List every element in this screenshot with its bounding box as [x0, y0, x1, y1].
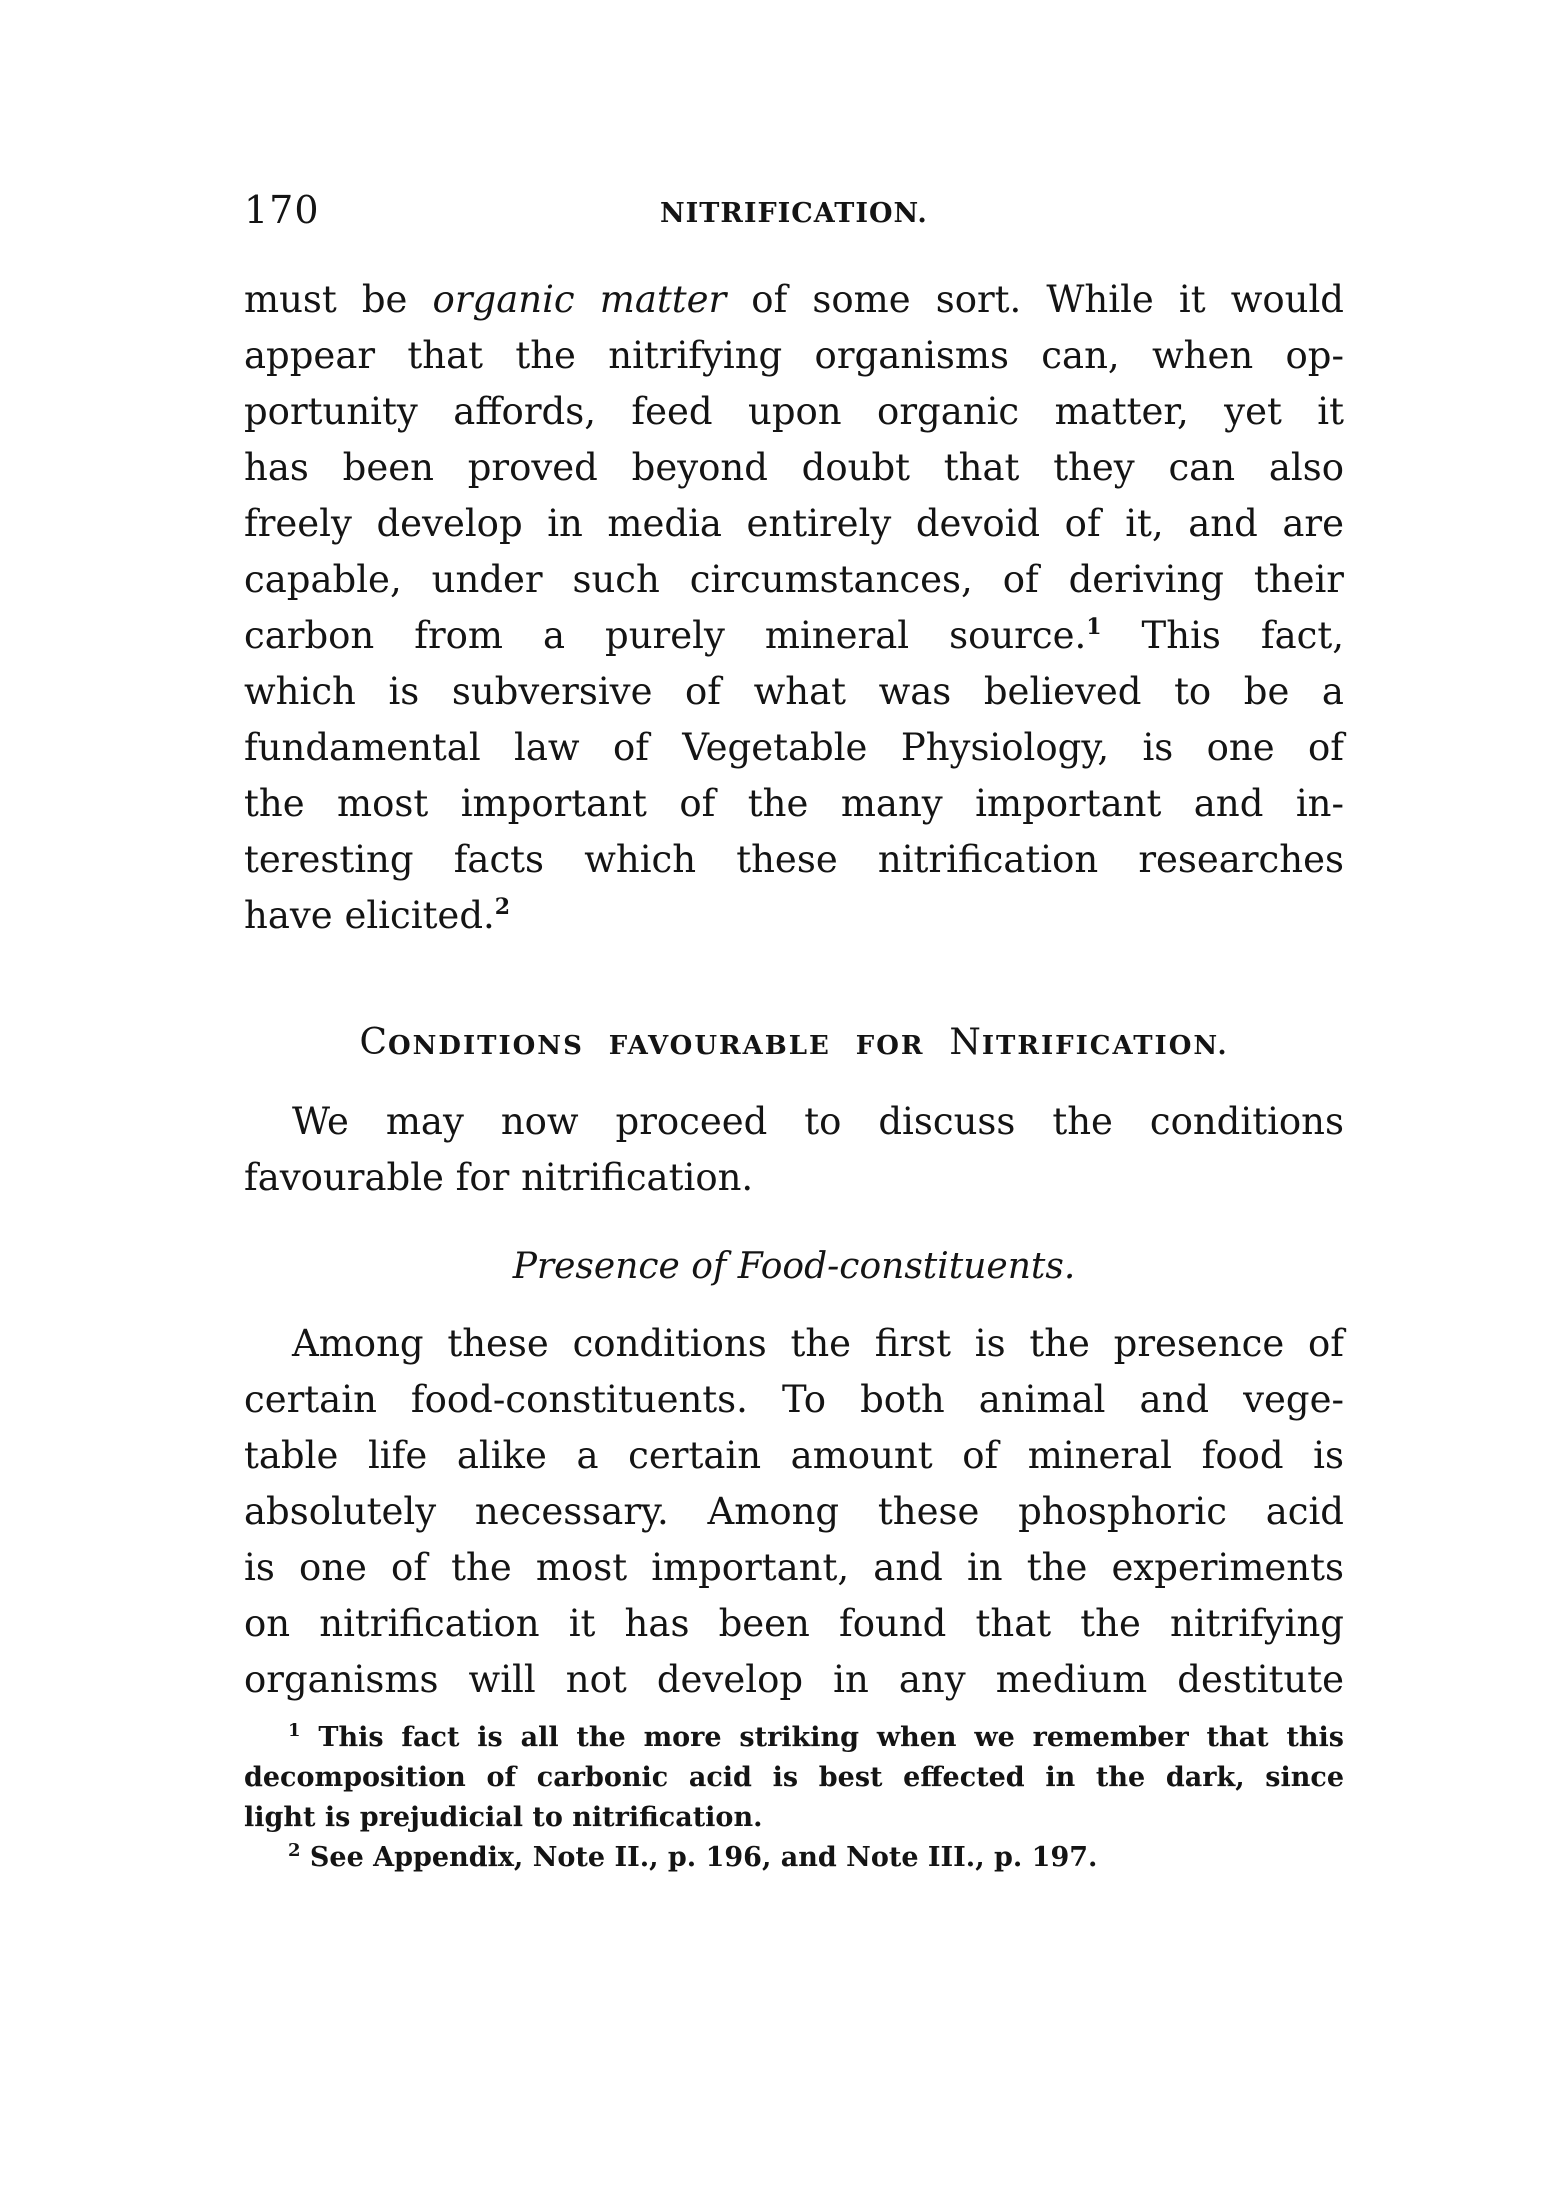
footnotes — [244, 1718, 1344, 1878]
text-line: portunity affords, feed upon organic matter, yet it — [244, 390, 1344, 433]
text-line: fundamental law of Vegetable Physiology, is one of — [244, 726, 1344, 769]
text-line: capable, under such circumstances, of deriving their — [244, 558, 1344, 601]
sub-heading: Presence of Food-constituents. — [512, 1246, 1076, 1287]
text-line: favourable for nitrification. — [244, 1156, 754, 1199]
text-line: We may now proceed to discuss the conditions — [292, 1100, 1344, 1143]
footnote-ref-2[interactable]: 2 — [494, 894, 511, 920]
footnote-1-line: decomposition of carbonic acid is best effected in the dark, since — [244, 1762, 1344, 1793]
text-line: which is subversive of what was believed to be a — [244, 670, 1344, 713]
footnote-ref-1[interactable]: 1 — [1086, 614, 1102, 640]
footnote-1: $^1$ This fact is all the more striking when we remember that this — [288, 1720, 1344, 1753]
text-line: carbon from a purely mineral source.$^1$ This fact, — [244, 614, 1344, 657]
text-line: on nitrification it has been found that the nitrifying — [244, 1602, 1344, 1645]
paragraph-2 — [244, 1094, 1344, 1206]
text-line: teresting facts which these nitrification researches — [244, 838, 1344, 881]
text-line: must be organic matter of some sort. While it would — [244, 278, 1344, 321]
text-line: appear that the nitrifying organisms can, when op- — [244, 334, 1344, 377]
section-heading: CONDITIONS FAVOURABLE FOR NITRIFICATION. — [359, 1022, 1229, 1063]
text-line: freely develop in media entirely devoid of it, and are — [244, 502, 1344, 545]
text-line: Among these conditions the first is the presence of — [292, 1322, 1344, 1365]
paragraph-3 — [244, 1316, 1344, 1708]
text-line: certain food-constituents. To both animal and vege- — [244, 1378, 1344, 1421]
text-line: absolutely necessary. Among these phosphoric acid — [244, 1490, 1344, 1533]
text-line: organisms will not develop in any medium destitute — [244, 1658, 1344, 1701]
text-line: have elicited.$^2$ — [244, 894, 511, 937]
text-line: has been proved beyond doubt that they can also — [244, 446, 1344, 489]
footnote-2: $^2$ See Appendix, Note II., p. 196, and Note III., p. 197. — [288, 1840, 1098, 1873]
text-line: is one of the most important, and in the experiments — [244, 1546, 1344, 1589]
footnote-1-line: light is prejudicial to nitrification. — [244, 1802, 763, 1833]
page-header — [244, 188, 1344, 238]
running-title: NITRIFICATION. — [660, 198, 928, 229]
text-line: the most important of the many important and in- — [244, 782, 1344, 825]
paragraph-1 — [244, 272, 1344, 944]
page-number: 170 — [244, 188, 320, 232]
italic-phrase: organic matter — [432, 278, 727, 321]
text-line: table life alike a certain amount of mineral food is — [244, 1434, 1344, 1477]
